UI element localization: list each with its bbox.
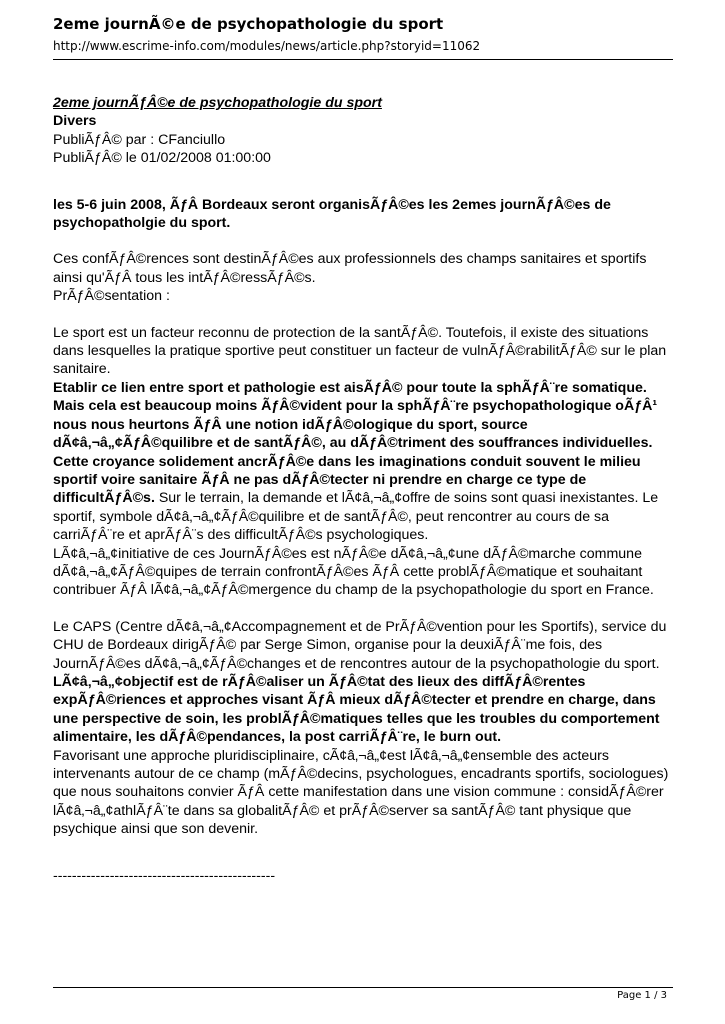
paragraph-objective-bold [53, 673, 673, 747]
published-date: PubliÃƒÂ© le 01/02/2008 01:00:00 [53, 150, 271, 167]
document-title: 2eme journÃ©e de psychopathologie du sport [53, 15, 444, 33]
article-body [53, 94, 673, 885]
spacer [53, 168, 673, 196]
separator-line: ----------------------------------------------- [53, 867, 276, 884]
spacer [53, 839, 673, 867]
objective-bold-text: LÃ¢â‚¬â„¢objectif est de rÃƒÂ©aliser un ÃƒÂ©tat des lieux des diffÃƒÂ©rentes expÃƒÂ©riences et approches visant ÃƒÂ mieux dÃƒÂ©tecter et prendre en charge, dans une perspective de soin, les problÃƒÂ©matiques telles que les troubles du comportement alimentaire, les dÃƒÂ©pendances, la post carriÃƒÂ¨re, le burn out. [53, 673, 660, 746]
spacer [53, 232, 673, 250]
published-by: PubliÃƒÂ© par : CFanciullo [53, 131, 226, 148]
paragraph-pathology-bold: Etablir ce lien entre sport et pathologie est aisÃƒÂ© pour toute la sphÃƒÂ¨re somatique. Mais cela est beaucoup moins ÃƒÂ©vident pour la sphÃƒÂ¨re psychopathologique oÃƒÂ¹ nous nous heurtons ÃƒÂ une notion idÃƒÂ©ologique du sport, source dÃ¢â‚¬â„¢ÃƒÂ©quilibre et de santÃƒÂ©, au dÃƒÂ©triment des souffrances individuelles. Cette croyance solidement ancrÃƒÂ©e dans les imaginations conduit souvent le milieu sportif voire sanitaire ÃƒÂ ne pas dÃƒÂ©tecter ni prendre en charge ce type de difficultÃƒÂ©s. [53, 379, 658, 507]
footer-divider [53, 987, 673, 988]
paragraph-objective-rest: Favorisant une approche pluridisciplinaire, cÃ¢â‚¬â„¢est lÃ¢â‚¬â„¢ensemble des acteurs intervenants autour de ce champ (mÃƒÂ©decins, psychologues, encadrants sportifs, sociologues) que nous souhaitons convier ÃƒÂ cette manifestation dans une vision commune : considÃƒÂ©rer lÃ¢â‚¬â„¢athlÃƒÂ¨te dans sa globalitÃƒÂ© et prÃƒÂ©server sa santÃƒÂ© tant physique que psychique ainsi que son devenir. [53, 747, 669, 838]
source-url: http://www.escrime-info.com/modules/news/article.php?storyid=11062 [53, 39, 481, 53]
paragraph-caps: Le CAPS (Centre dÃ¢â‚¬â„¢Accompagnement et de PrÃƒÂ©vention pour les Sportifs), service du CHU de Bordeaux dirigÃƒÂ© par Serge Simon, organise pour la deuxiÃƒÂ¨me fois, des JournÃƒÂ©es dÃ¢â‚¬â„¢ÃƒÂ©changes et de rencontres autour de la psychopathologie du sport. [53, 618, 667, 672]
presentation-label: PrÃƒÂ©sentation : [53, 288, 170, 305]
document-header [53, 14, 673, 55]
article-title: 2eme journÃƒÂ©e de psychopathologie du sport [53, 95, 382, 111]
paragraph-pathology [53, 379, 673, 545]
paragraph-pathology-rest: Sur le terrain, la demande et lÃ¢â‚¬â„¢offre de soins sont quasi inexistantes. Le sportif, symbole dÃ¢â‚¬â„¢ÃƒÂ©quilibre et de santÃƒÂ©, peut rencontrer au cours de sa carriÃƒÂ¨re et aprÃƒÂ¨s des difficultÃƒÂ©s psychologiques. [53, 490, 659, 544]
intro-paragraph: Ces confÃƒÂ©rences sont destinÃƒÂ©es aux professionnels des champs sanitaires et sportifs ainsi qu'ÃƒÂ tous les intÃƒÂ©ressÃƒÂ©s. [53, 251, 647, 286]
spacer [53, 600, 673, 618]
paragraph-sport-health: Le sport est un facteur reconnu de protection de la santÃƒÂ©. Toutefois, il existe des situations dans lesquelles la pratique sportive peut constituer un facteur de vulnÃƒÂ©rabilitÃƒÂ© sur le plan sanitaire. [53, 324, 667, 378]
spacer [53, 306, 673, 324]
paragraph-initiative: LÃ¢â‚¬â„¢initiative de ces JournÃƒÂ©es est nÃƒÂ©e dÃ¢â‚¬â„¢une dÃƒÂ©marche commune dÃ¢â‚¬â„¢ÃƒÂ©quipes de terrain confrontÃƒÂ©es ÃƒÂ cette problÃƒÂ©matique et souhaitant contribuer ÃƒÂ lÃ¢â‚¬â„¢ÃƒÂ©mergence du champ de la psychopathologie du sport en France. [53, 545, 654, 599]
header-divider [53, 59, 673, 60]
article-category: Divers [53, 113, 97, 130]
page-number: Page 1 / 3 [617, 990, 667, 1001]
article-lead: les 5-6 juin 2008, ÃƒÂ Bordeaux seront organisÃƒÂ©es les 2emes journÃƒÂ©es de psychopatholgie du sport. [53, 196, 611, 232]
